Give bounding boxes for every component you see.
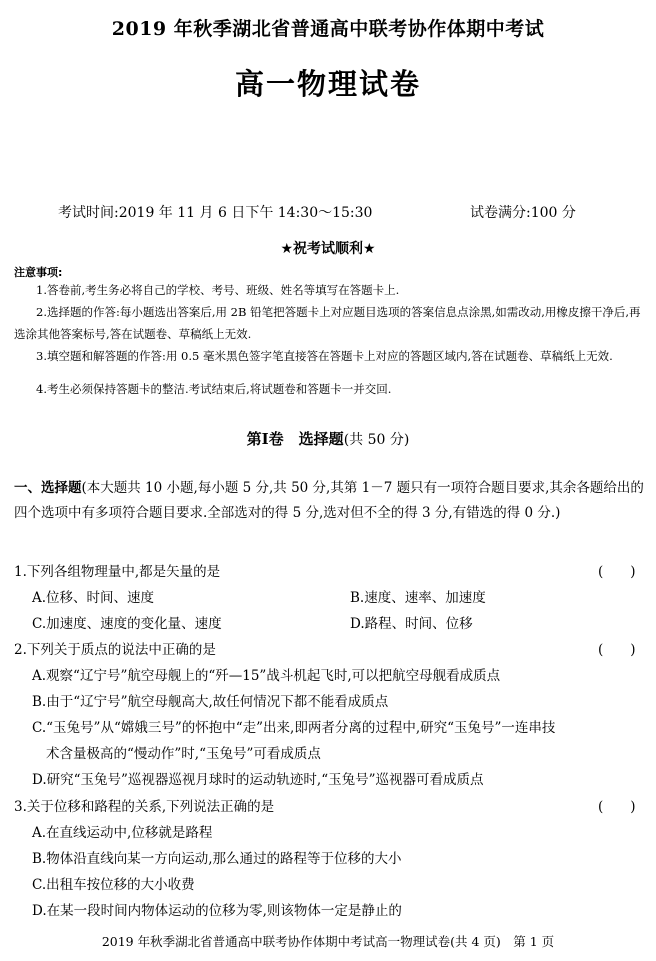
question-stem: 3.关于位移和路程的关系,下列说法正确的是 bbox=[14, 799, 275, 815]
option-c: C.“玉兔号”从“嫦娥三号”的怀抱中“走”出来,即两者分离的过程中,研究“玉兔号”一连串技 bbox=[32, 720, 556, 736]
answer-paren: ( ) bbox=[598, 642, 636, 658]
note-item: 4.考生必须保持答题卡的整洁.考试结束后,将试题卷和答题卡一并交回. bbox=[36, 382, 392, 396]
option-b: B.物体沿直线向某一方向运动,那么通过的路程等于位移的大小 bbox=[32, 851, 402, 867]
notes-heading: 注意事项: bbox=[14, 266, 63, 279]
note-item: 2.选择题的作答:每小题选出答案后,用 2B 铅笔把答题卡上对应题目选项的答案信息点涂黑,如需改动,用橡皮擦干净后,再选涂其他答案标号,答在试题卷、草稿纸上无效. bbox=[14, 305, 641, 341]
option-a: A.位移、时间、速度 bbox=[32, 590, 155, 606]
option-d: D.路程、时间、位移 bbox=[350, 616, 473, 632]
question-stem: 1.下列各组物理量中,都是矢量的是 bbox=[14, 564, 221, 580]
good-luck-banner: ★祝考试顺利★ bbox=[280, 241, 376, 257]
paper-title: 高一物理试卷 bbox=[234, 67, 421, 101]
option-b: B.由于“辽宁号”航空母舰高大,故任何情况下都不能看成质点 bbox=[32, 694, 389, 710]
part-one-text: (本大题共 10 小题,每小题 5 分,共 50 分,其第 1－7 题只有一项符合题目要求,其余各题给出的四个选项中有多项符合题目要求.全部选对的得 5 分,选对但不全的得 3 分,有错选的得 0 分.) bbox=[14, 480, 644, 521]
full-score: 试卷满分:100 分 bbox=[470, 205, 576, 221]
option-a: A.在直线运动中,位移就是路程 bbox=[32, 825, 213, 841]
section-title bbox=[0, 428, 656, 449]
note-item: 1.答卷前,考生务必将自己的学校、考号、班级、姓名等填写在答题卡上. bbox=[36, 283, 400, 297]
note-item: 3.填空题和解答题的作答:用 0.5 毫米黑色签字笔直接答在答题卡上对应的答题区域内,答在试题卷、草稿纸上无效. bbox=[36, 349, 613, 363]
part-one-instructions bbox=[14, 476, 646, 526]
exam-name: 2019 年秋季湖北省普通高中联考协作体期中考试 bbox=[111, 18, 545, 40]
option-d: D.研究“玉兔号”巡视器巡视月球时的运动轨迹时,“玉兔号”巡视器可看成质点 bbox=[32, 772, 484, 788]
answer-paren: ( ) bbox=[598, 799, 636, 815]
option-d: D.在某一段时间内物体运动的位移为零,则该物体一定是静止的 bbox=[32, 903, 402, 919]
option-c: C.加速度、速度的变化量、速度 bbox=[32, 616, 222, 632]
option-c-continued: 术含量极高的“慢动作”时,“玉兔号”可看成质点 bbox=[46, 746, 321, 762]
option-a: A.观察“辽宁号”航空母舰上的“歼—15”战斗机起飞时,可以把航空母舰看成质点 bbox=[32, 668, 501, 684]
page-footer: 2019 年秋季湖北省普通高中联考协作体期中考试高一物理试卷(共 4 页) 第 1 页 bbox=[101, 934, 555, 949]
answer-paren: ( ) bbox=[598, 564, 636, 580]
question-stem: 2.下列关于质点的说法中正确的是 bbox=[14, 642, 216, 658]
section-score: (共 50 分) bbox=[343, 432, 410, 448]
option-c: C.出租车按位移的大小收费 bbox=[32, 877, 195, 893]
part-one-heading: 一、选择题 bbox=[14, 480, 82, 496]
section-name: 第Ⅰ卷 选择题 bbox=[246, 430, 344, 448]
option-b: B.速度、速率、加速度 bbox=[350, 590, 486, 606]
exam-time: 考试时间:2019 年 11 月 6 日下午 14:30～15:30 bbox=[58, 205, 373, 221]
